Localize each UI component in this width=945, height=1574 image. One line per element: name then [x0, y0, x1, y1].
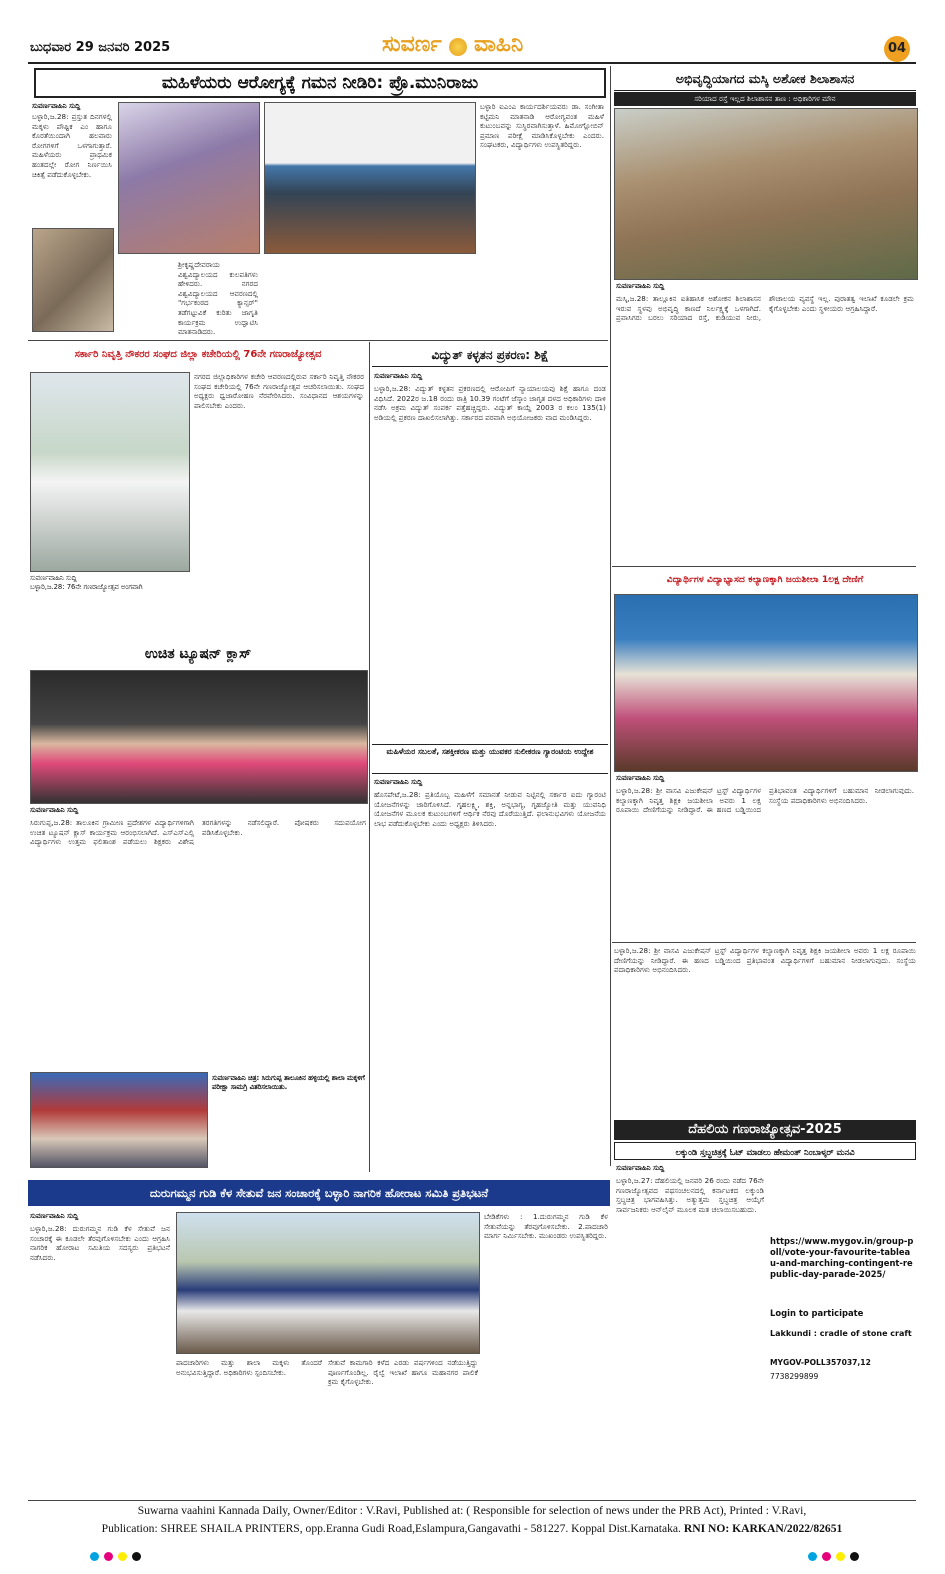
- registration-mark-icon: [132, 1552, 141, 1561]
- story-body: ಮಸ್ಕಿ,ಜ.28: ತಾಲ್ಲೂಕಿನ ಐತಿಹಾಸಿಕ ಅಶೋಕನ ಶಿಲಾಶಾಸನ ಇರುವ ಸ್ಥಳವು ಅಭಿವೃದ್ಧಿ ಕಾಣದೆ ನಿರ್ಲಕ್ಷ್ಯಕ್ಕೆ ಒಳಗಾಗಿದೆ. ಪ್ರವಾಸಿಗರು ಬರಲು ಸರಿಯಾದ ರಸ್ತೆ, ಕುಡಿಯುವ ನೀರು, ಶೌಚಾಲಯ ವ್ಯವಸ್ಥೆ ಇಲ್ಲ. ಪುರಾತತ್ವ ಇಲಾಖೆ ಕೂಡಲೇ ಕ್ರಮ ಕೈಗೊಳ್ಳಬೇಕು ಎಂದು ಸ್ಥಳೀಯರು ಆಗ್ರಹಿಸಿದ್ದಾರೆ.: [616, 294, 917, 323]
- story-retired-employees: [28, 342, 368, 638]
- story-source: ಸುವರ್ಣವಾಹಿನಿ ಸುದ್ದಿ: [374, 778, 423, 786]
- headline: ಉಚಿತ ಟ್ಯೂಷನ್ ಕ್ಲಾಸ್: [144, 646, 252, 662]
- headline: ವಿದ್ಯಾರ್ಥಿಗಳ ವಿದ್ಯಾಭ್ಯಾಸದ ಕಲ್ಯಾಣಕ್ಕಾಗಿ ಜಯಶೀಲಾ 1ಲಕ್ಷ ದೇಣಿಗೆ: [666, 574, 864, 585]
- story-source: ಸುವರ್ಣವಾಹಿನಿ ಸುದ್ದಿ: [616, 282, 665, 290]
- registration-mark-icon: [808, 1552, 817, 1561]
- registration-mark-icon: [118, 1552, 127, 1561]
- inset-photo: [32, 228, 114, 332]
- story-masky-ashoka: [614, 66, 916, 564]
- story-republic-day-tableau: [614, 1118, 916, 1484]
- headline: ಸರ್ಕಾರಿ ನಿವೃತ್ತಿ ನೌಕರರ ಸಂಘದ ಜಿಲ್ಲಾ ಕಚೇರಿಯಲ್ಲಿ 76ನೇ ಗಣರಾಜ್ಯೋತ್ಸವ: [74, 349, 322, 360]
- tableau-tagline: Lakkundi : cradle of stone craft: [770, 1329, 912, 1338]
- sms-code: MYGOV-POLL357037,12: [770, 1358, 871, 1367]
- story-column: ಶ್ರೀಕೃಷ್ಣದೇವರಾಯ ವಿಶ್ವವಿದ್ಯಾಲಯದ ಕುಲಪತಿಗಳು ಹೇಳಿದರು. ನಗರದ ವಿಶ್ವವಿದ್ಯಾಲಯದ ಆವರಣದಲ್ಲಿ "ಗರ್ಭಕಂಠದ ಕ್ಯಾನ್ಸರ್" ತಡೆಗಟ್ಟುವಿಕೆ ಕುರಿತು ಜಾಗೃತಿ ಕಾರ್ಯಕ್ರಮ ಉದ್ಘಾಟಿಸಿ ಮಾತನಾಡಿದರು.: [178, 260, 261, 337]
- photo-caption: ಸುವರ್ಣವಾಹಿನಿ ಚಿತ್ರ: ಸಿರುಗುಪ್ಪ ತಾಲೂಕಿನ ಹಳ್ಳಿಯಲ್ಲಿ ಶಾಲಾ ಮಕ್ಕಳಿಗೆ ಪರೀಕ್ಷಾ ಸಾಮಗ್ರಿ ವಿತರಿಸಲಾಯಿತು.: [212, 1074, 365, 1091]
- subhead: ಲಕ್ಕುಂಡಿ ಸ್ತಬ್ಧಚಿತ್ರಕ್ಕೆ ಓಟ್ ಮಾಡಲು ಹೇಮಂತ್ ನಿಂಬಾಳ್ಕರ್ ಮನವಿ: [614, 1142, 916, 1160]
- story-women-health: [28, 66, 608, 338]
- registration-mark-icon: [104, 1552, 113, 1561]
- registration-mark-icon: [836, 1552, 845, 1561]
- headline: ಅಭಿವೃದ್ಧಿಯಾಗದ ಮಸ್ಕಿ ಅಶೋಕ ಶಿಲಾಶಾಸನ: [614, 68, 916, 91]
- imprint-line-2: [28, 1522, 916, 1535]
- story-body: ನಗರದ ಜಿಲ್ಲಾಧಿಕಾರಿಗಳ ಕಚೇರಿ ಆವರಣದಲ್ಲಿರುವ ಸರ್ಕಾರಿ ನಿವೃತ್ತಿ ನೌಕರರ ಸಂಘದ ಕಚೇರಿಯಲ್ಲಿ 76ನೇ ಗಣರಾಜ್ಯೋತ್ಸವ ಆಚರಿಸಲಾಯಿತು. ಸಂಘದ ಅಧ್ಯಕ್ಷರು ಧ್ವಜಾರೋಹಣ ನೆರವೇರಿಸಿದರು. ಸಂವಿಧಾನದ ಆಶಯಗಳನ್ನು ಪಾಲಿಸಬೇಕು ಎಂದರು.: [194, 372, 367, 410]
- story-source: ಸುವರ್ಣವಾಹಿನಿ ಸುದ್ದಿ: [374, 372, 423, 380]
- story-column: ಬಳ್ಳಾರಿ,ಜ.28: ಪ್ರಸ್ತುತ ದಿನಗಳಲ್ಲಿ ಮಕ್ಕಳು ಪೌಷ್ಟಿಕ ಎಂ ಹಾಗೂ ಕೊರತೆಯಿಂದಾಗಿ ಹಲವಾರು ರೋಗಗಳಿಗೆ ಒಳಗಾಗುತ್ತಾರೆ. ಮಹಿಳೆಯರು ಪ್ರಾಥಮಿಕ ಹಂತದಲ್ಲೇ ರೋಗ ನಿರ್ಣಯಿಸಿ ಚಿಕಿತ್ಸೆ ಪಡೆದುಕೊಳ್ಳಬೇಕು.: [32, 112, 115, 179]
- story-source: ಸುವರ್ಣವಾಹಿನಿ ಸುದ್ದಿ: [616, 774, 665, 782]
- page-number-badge: [884, 36, 910, 62]
- imprint-line: Suwarna vaahini Kannada Daily, Owner/Editor : V.Ravi, Published at: ( Responsible for selection of news under the PRB Act), Printed : V.Ravi,: [137, 1504, 807, 1517]
- story-column: ಬಳ್ಳಾರಿ ಐಎಂಎ ಕಾರ್ಯದರ್ಶಿಯವರು ಡಾ. ಸಂಗೀತಾ ಕಟ್ಟಿಮನಿ ಮಾತನಾಡಿ ಆರೋಗ್ಯವಂತ ಮಹಿಳೆ ಕುಟುಂಬವನ್ನು ಸುಸ್ಥಿರವಾಗಿಸುತ್ತಾಳೆ. ಹಿಮೋಗ್ಲೋಬಿನ್ ಪ್ರಮಾಣ ಪರೀಕ್ಷೆ ಮಾಡಿಸಿಕೊಳ್ಳಬೇಕು ಎಂದರು. ಸಂಘಟಕರು, ವಿದ್ಯಾರ್ಥಿಗಳು ಉಪಸ್ಥಿತರಿದ್ದರು.: [480, 102, 607, 150]
- masthead-right: ವಾಹಿನಿ: [473, 32, 524, 57]
- registration-mark-icon: [850, 1552, 859, 1561]
- story-source: ಸುವರ್ಣವಾಹಿನಿ ಸುದ್ದಿ: [30, 1212, 79, 1220]
- story-donation: [614, 568, 916, 940]
- publisher-address: Publication: SHREE SHAILA PRINTERS, opp.Eranna Gudi Road,Eslampura,Gangavathi - 581227. Koppal Dist.Karnataka.: [101, 1522, 681, 1535]
- story-column: ಸೇತುವೆ ಕಾಮಗಾರಿ ಕಳೆದ ಎರಡು ವರ್ಷಗಳಿಂದ ನಡೆಯುತ್ತಿದ್ದು ಪೂರ್ಣಗೊಂಡಿಲ್ಲ. ರೈಲ್ವೆ ಇಲಾಖೆ ಹಾಗೂ ಮಹಾನಗರ ಪಾಲಿಕೆ ಕ್ರಮ ಕೈಗೊಳ್ಳಬೇಕು.: [328, 1358, 481, 1387]
- headline: ವಿದ್ಯುತ್ ಕಳ್ಳತನ ಪ್ರಕರಣ: ಶಿಕ್ಷೆ: [372, 344, 608, 367]
- story-power-theft: [372, 342, 608, 738]
- story-column: ಪಾದಚಾರಿಗಳು ಮತ್ತು ಶಾಲಾ ಮಕ್ಕಳು ತೊಂದರೆ ಅನುಭವಿಸುತ್ತಿದ್ದಾರೆ. ಅಧಿಕಾರಿಗಳು ಸ್ಪಂದಿಸಬೇಕು.: [176, 1358, 325, 1377]
- story-body: ಬಳ್ಳಾರಿ,ಜ.27: ದೆಹಲಿಯಲ್ಲಿ ಜನವರಿ 26 ರಂದು ನಡೆದ 76ನೇ ಗಣರಾಜ್ಯೋತ್ಸವದ ಪಥಸಂಚಲನದಲ್ಲಿ ಕರ್ನಾಟಕದ ಲಕ್ಕುಂಡಿ ಸ್ತಬ್ಧಚಿತ್ರ ಭಾಗವಹಿಸಿತ್ತು. ಅತ್ಯುತ್ತಮ ಸ್ತಬ್ಧಚಿತ್ರ ಆಯ್ಕೆಗೆ ಸಾರ್ವಜನಿಕರು ಆನ್‌ಲೈನ್ ಮೂಲಕ ಮತ ಚಲಾಯಿಸಬಹುದು.: [616, 1176, 767, 1214]
- protest-photo: [176, 1212, 480, 1354]
- headline: ದೆಹಲಿಯ ಗಣರಾಜ್ಯೋತ್ಸವ-2025: [614, 1120, 916, 1140]
- photo-caption: ಸುವರ್ಣವಾಹಿನಿ ಸುದ್ದಿ ಬಳ್ಳಾರಿ,ಜ.28: 76ನೇ ಗಣರಾಜ್ಯೋತ್ಸವ ಅಂಗವಾಗಿ: [30, 574, 143, 591]
- story-continuation: ಬಳ್ಳಾರಿ,ಜ.28: ಶ್ರೀ ವಾಸವಿ ಎಜುಕೇಷನ್ ಟ್ರಸ್ಟ್ ವಿದ್ಯಾರ್ಥಿಗಳ ಕಲ್ಯಾಣಕ್ಕಾಗಿ ನಿವೃತ್ತ ಶಿಕ್ಷಕಿ ಜಯಶೀಲಾ ಅವರು 1 ಲಕ್ಷ ರೂಪಾಯಿ ದೇಣಿಗೆಯನ್ನು ನೀಡಿದ್ದಾರೆ. ಈ ಹಣದ ಬಡ್ಡಿಯಿಂದ ಪ್ರತಿಭಾವಂತ ವಿದ್ಯಾರ್ಥಿಗಳಿಗೆ ಬಹುಮಾನ ನೀಡಲಾಗುವುದು. ಸಂಸ್ಥೆಯ ಪದಾಧಿಕಾರಿಗಳು ಅಭಿನಂದಿಸಿದರು.: [614, 946, 919, 975]
- story-source: ಸುವರ್ಣವಾಹಿನಿ ಸುದ್ದಿ: [32, 102, 81, 110]
- subhead: ಸರಿಯಾದ ರಸ್ತೆ ಇಲ್ಲದ ಶಿಲಾಶಾಸನ ತಾಣ : ಅಧಿಕಾರಿಗಳ ಮೌನ: [614, 92, 916, 106]
- phone-number: 7738299899: [770, 1372, 819, 1381]
- story-column: ಬೇಡಿಕೆಗಳು : 1.ದುರುಗಮ್ಮನ ಗುಡಿ ಕೆಳ ಸೇತುವೆಯನ್ನು ತೆರವುಗೊಳಿಸಬೇಕು. 2.ಪಾದಚಾರಿ ಮಾರ್ಗ ನಿರ್ಮಿಸಬೇಕು. ಮುಖಂಡರು ಉಪಸ್ಥಿತರಿದ್ದರು.: [484, 1212, 611, 1241]
- registration-mark-icon: [822, 1552, 831, 1561]
- story-body: ಬಳ್ಳಾರಿ,ಜ.28: ವಿದ್ಯುತ್ ಕಳ್ಳತನ ಪ್ರಕರಣದಲ್ಲಿ ಆರೋಪಿಗೆ ನ್ಯಾಯಾಲಯವು ಶಿಕ್ಷೆ ಹಾಗೂ ದಂಡ ವಿಧಿಸಿದೆ. 2022ರ ಜ.18 ರಂದು ರಾತ್ರಿ 10.39 ಗಂಟೆಗೆ ಜೆಸ್ಕಾಂ ಜಾಗೃತ ದಳದ ಅಧಿಕಾರಿಗಳು ದಾಳಿ ನಡೆಸಿ ಅಕ್ರಮ ವಿದ್ಯುತ್ ಸಂಪರ್ಕ ಪತ್ತೆಹಚ್ಚಿದ್ದರು. ವಿದ್ಯುತ್ ಕಾಯ್ದೆ 2003 ರ ಕಲಂ 135(1) ಅಡಿಯಲ್ಲಿ ಪ್ರಕರಣ ದಾಖಲಿಸಲಾಗಿತ್ತು. ಸರ್ಕಾರದ ಪರವಾಗಿ ಅಭಿಯೋಜಕರು ವಾದ ಮಂಡಿಸಿದ್ದರು.: [374, 384, 609, 422]
- headline: ಮಹಿಳೆಯರು ಆರೋಗ್ಯಕ್ಕೆ ಗಮನ ನೀಡಿರಿ: ಪ್ರೊ.ಮುನಿರಾಜು: [34, 68, 606, 98]
- donation-event-photo: [614, 594, 918, 772]
- story-body: ಸಿರುಗುಪ್ಪ,ಜ.28: ತಾಲೂಕಿನ ಗ್ರಾಮೀಣ ಪ್ರದೇಶಗಳ ವಿದ್ಯಾರ್ಥಿಗಳಿಗಾಗಿ ಉಚಿತ ಟ್ಯೂಷನ್ ಕ್ಲಾಸ್ ಕಾರ್ಯಕ್ರಮ ಆರಂಭಿಸಲಾಗಿದೆ. ಎಸ್ಎಸ್ಎಲ್ಸಿ ವಿದ್ಯಾರ್ಥಿಗಳು ಉತ್ತಮ ಫಲಿತಾಂಶ ಪಡೆಯಲು ಶಿಕ್ಷಕರು ವಿಶೇಷ ತರಗತಿಗಳನ್ನು ನಡೆಸಲಿದ್ದಾರೆ. ಪೋಷಕರು ಸದುಪಯೋಗ ಪಡಿಸಿಕೊಳ್ಳಬೇಕು.: [30, 818, 369, 847]
- headline: ದುರುಗಮ್ಮನ ಗುಡಿ ಕೆಳ ಸೇತುವೆ ಜನ ಸಂಚಾರಕ್ಕೆ ಬಳ್ಳಾರಿ ನಾಗರಿಕ ಹೋರಾಟ ಸಮಿತಿ ಪ್ರತಿಭಟನೆ: [28, 1180, 610, 1206]
- sun-logo-icon: [449, 38, 467, 56]
- rock-edict-photo: [614, 108, 918, 280]
- story-bridge-protest: [28, 1176, 610, 1486]
- issue-date: ಬುಧವಾರ 29 ಜನವರಿ 2025: [30, 40, 171, 55]
- flag-hoisting-photo: [30, 372, 190, 572]
- masthead: [382, 32, 523, 62]
- registration-mark-icon: [90, 1552, 99, 1561]
- story-free-tuition: [28, 640, 368, 1170]
- page-number: 04: [887, 41, 907, 56]
- login-note: Login to participate: [770, 1308, 864, 1318]
- story-column: ಬಳ್ಳಾರಿ,ಜ.28: ದುರುಗಮ್ಮನ ಗುಡಿ ಕೆಳ ಸೇತುವೆ ಜನ ಸಂಚಾರಕ್ಕೆ ಈ ಕೂಡಲೇ ತೆರವುಗೊಳಿಸಬೇಕು ಎಂದು ಆಗ್ರಹಿಸಿ ನಾಗರಿಕ ಹೋರಾಟ ಸಮಿತಿಯ ಸದಸ್ಯರು ಪ್ರತಿಭಟನೆ ನಡೆಸಿದರು.: [30, 1224, 173, 1262]
- page-header: [0, 0, 945, 68]
- rni-number: RNI NO: KARKAN/2022/82651: [683, 1522, 843, 1535]
- masthead-left: ಸುವರ್ಣ: [382, 32, 442, 57]
- event-photo-stage: [264, 102, 476, 254]
- classroom-photo: [30, 670, 368, 804]
- story-source: ಸುವರ್ಣವಾಹಿನಿ ಸುದ್ದಿ: [616, 1164, 665, 1172]
- story-source: ಸುವರ್ಣವಾಹಿನಿ ಸುದ್ದಿ: [30, 806, 79, 814]
- story-body: ಹೊಸಪೇಟೆ,ಜ.28: ಪ್ರತಿಯೊಬ್ಬ ಮಹಿಳೆಗೆ ಸಮಾನತೆ ನೀಡುವ ನಿಟ್ಟಿನಲ್ಲಿ ಸರ್ಕಾರ ಐದು ಗ್ಯಾರಂಟಿ ಯೋಜನೆಗಳನ್ನು ಜಾರಿಗೊಳಿಸಿದೆ. ಗೃಹಲಕ್ಷ್ಮಿ, ಶಕ್ತಿ, ಅನ್ನಭಾಗ್ಯ, ಗೃಹಜ್ಯೋತಿ ಮತ್ತು ಯುವನಿಧಿ ಯೋಜನೆಗಳ ಮೂಲಕ ಕುಟುಂಬಗಳಿಗೆ ಆರ್ಥಿಕ ನೆರವು ದೊರೆಯುತ್ತಿದೆ. ಫಲಾನುಭವಿಗಳು ಯೋಜನೆಯ ಲಾಭ ಪಡೆದುಕೊಳ್ಳಬೇಕು ಎಂದು ಅಧ್ಯಕ್ಷರು ತಿಳಿಸಿದರು.: [374, 790, 609, 828]
- story-guarantee-schemes: [372, 742, 608, 1170]
- headline: ಮಹಿಳೆಯರ ಸಬಲತೆ, ಸಶಕ್ತೀಕರಣ ಮತ್ತು ಯುವಕರ ಸುಲೀಕರಣ ಗ್ಯಾರಂಟಿಯ ಉದ್ದೇಶ: [372, 744, 608, 774]
- vote-url-link[interactable]: https://www.mygov.in/group-poll/vote-your-favourite-tableau-and-marching-contingent-republic-day-parade-2025/: [770, 1236, 914, 1279]
- distribution-photo: [30, 1072, 208, 1168]
- event-photo: [118, 102, 260, 254]
- story-body: ಬಳ್ಳಾರಿ,ಜ.28: ಶ್ರೀ ವಾಸವಿ ಎಜುಕೇಷನ್ ಟ್ರಸ್ಟ್ ವಿದ್ಯಾರ್ಥಿಗಳ ಕಲ್ಯಾಣಕ್ಕಾಗಿ ನಿವೃತ್ತ ಶಿಕ್ಷಕಿ ಜಯಶೀಲಾ ಅವರು 1 ಲಕ್ಷ ರೂಪಾಯಿ ದೇಣಿಗೆಯನ್ನು ನೀಡಿದ್ದಾರೆ. ಈ ಹಣದ ಬಡ್ಡಿಯಿಂದ ಪ್ರತಿಭಾವಂತ ವಿದ್ಯಾರ್ಥಿಗಳಿಗೆ ಬಹುಮಾನ ನೀಡಲಾಗುವುದು. ಸಂಸ್ಥೆಯ ಪದಾಧಿಕಾರಿಗಳು ಅಭಿನಂದಿಸಿದರು.: [616, 786, 917, 815]
